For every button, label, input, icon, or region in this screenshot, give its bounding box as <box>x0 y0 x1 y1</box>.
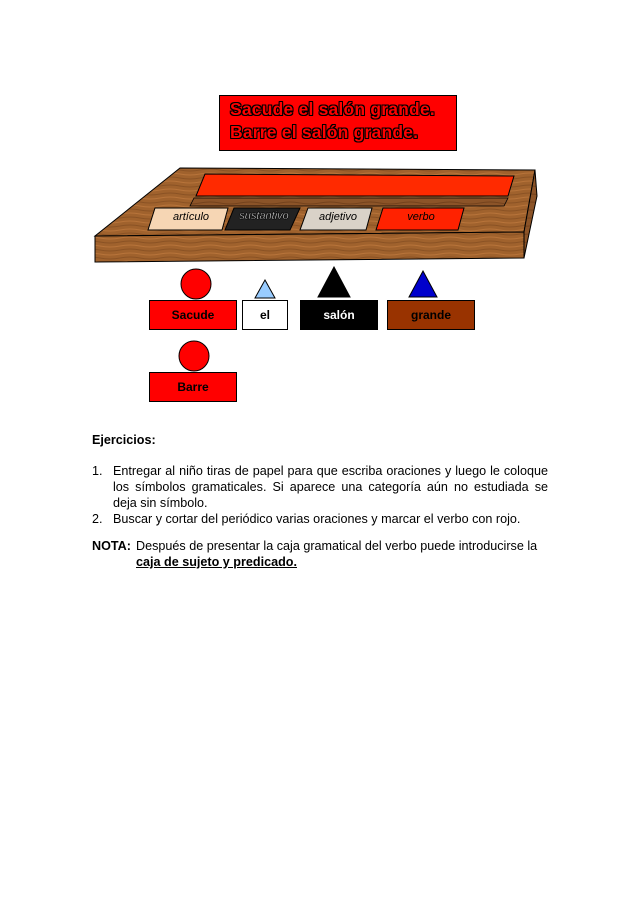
word-card-grande: grande <box>387 300 475 330</box>
sentence-line-1: Sacude el salón grande. <box>230 99 435 119</box>
category-label-verbo: verbo <box>407 211 435 223</box>
word-card-salon: salón <box>300 300 378 330</box>
exercises-list <box>92 463 548 527</box>
box-front-face <box>95 232 524 262</box>
exercise-number: 2. <box>92 512 103 526</box>
exercise-text: Buscar y cortar del periódico varias oraciones y marcar el verbo con rojo. <box>113 512 521 526</box>
note-label: NOTA: <box>92 539 131 553</box>
back-compartment <box>196 174 514 196</box>
grammar-box-illustration <box>0 0 638 280</box>
sentence-line-2: Barre el salón grande. <box>230 122 419 142</box>
word-card-sacude: Sacude <box>149 300 237 330</box>
category-label-sustantivo: sustantivo <box>239 210 289 222</box>
note-text: Después de presentar la caja gramatical del verbo puede introducirse la <box>136 539 538 553</box>
article-symbol-light-blue-triangle-icon <box>254 279 276 299</box>
verb-symbol-red-circle-icon-2 <box>178 340 210 372</box>
note-block <box>92 538 552 570</box>
category-label-adjetivo: adjetivo <box>319 211 357 223</box>
adjective-symbol-dark-blue-triangle-icon <box>408 270 438 298</box>
exercise-number: 1. <box>92 464 103 478</box>
exercises-heading: Ejercicios: <box>92 433 156 447</box>
word-card-barre: Barre <box>149 372 237 402</box>
category-label-articulo: artículo <box>172 211 210 223</box>
noun-symbol-black-triangle-icon <box>317 266 351 298</box>
exercise-item <box>92 463 548 511</box>
verb-symbol-red-circle-icon <box>180 268 212 300</box>
word-card-el: el <box>242 300 288 330</box>
exercise-text: Entregar al niño tiras de papel para que escriba oraciones y luego le coloque los símbolos gramaticales. Si aparece una categoría aún no estudiada se deja sin símbolo. <box>113 464 548 510</box>
exercise-item <box>92 511 548 527</box>
note-link-text: caja de sujeto y predicado. <box>136 555 297 569</box>
